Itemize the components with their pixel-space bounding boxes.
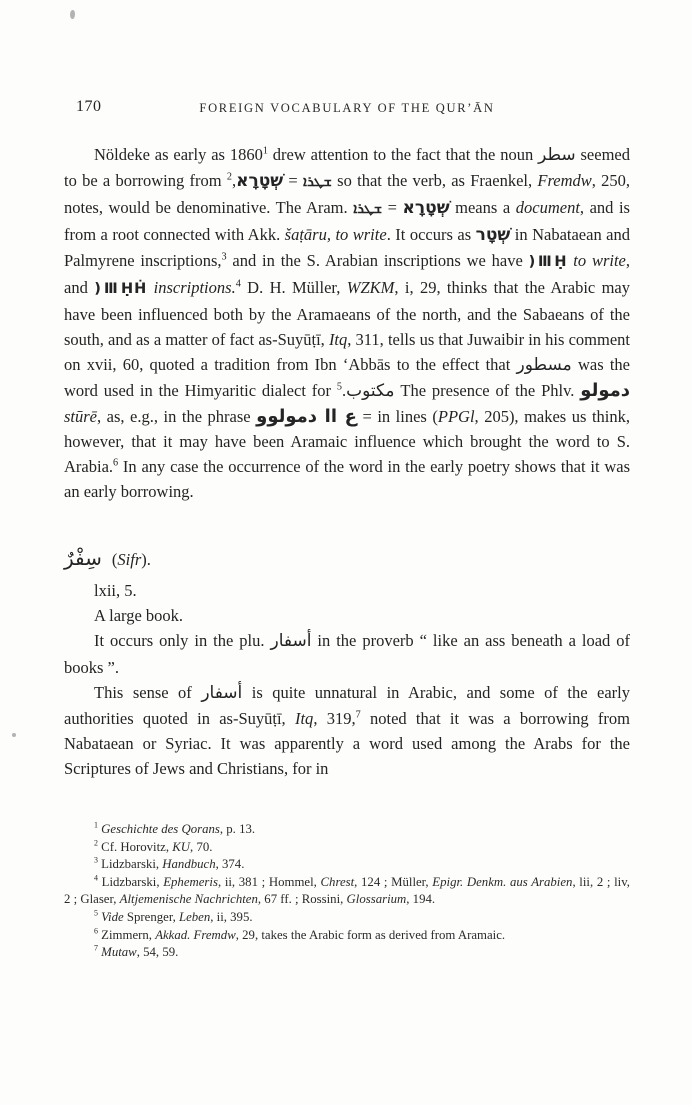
text-segment: ع اا دمولوو bbox=[256, 406, 357, 427]
text-segment: ܫܛܪܐ bbox=[353, 201, 383, 217]
text-segment: It occurs only in the plu. bbox=[94, 631, 271, 650]
text-segment: Sprenger, bbox=[123, 909, 179, 924]
text-segment: was the word used in the Himyaritic dialect for bbox=[64, 355, 630, 400]
text-segment: سطر bbox=[538, 145, 576, 165]
text-segment: Sifr bbox=[117, 550, 142, 569]
text-segment: and in the S. Arabian inscriptions we have bbox=[226, 251, 529, 270]
text-segment: , 374. bbox=[215, 857, 245, 872]
scan-speck-top bbox=[69, 10, 75, 20]
sifr-quran-reference: lxii, 5. bbox=[94, 581, 137, 600]
text-segment: Ephemeris bbox=[163, 874, 218, 889]
text-segment: , and bbox=[64, 251, 630, 297]
text-segment: أسفار bbox=[201, 683, 243, 703]
text-segment: . bbox=[341, 381, 347, 400]
text-segment: 5 bbox=[94, 908, 98, 918]
footnote-7 bbox=[64, 944, 630, 962]
text-segment: שְׁטָרָא bbox=[236, 171, 284, 191]
satr-paragraph bbox=[64, 142, 630, 504]
footnote-5 bbox=[64, 909, 630, 927]
text-segment: Itq bbox=[294, 709, 314, 728]
text-segment: Cf. Horovitz, bbox=[97, 839, 173, 854]
text-segment: , 124 ; Müller, bbox=[354, 874, 433, 889]
text-segment: seemed to be a borrowing from bbox=[64, 145, 630, 190]
text-segment: , 205), makes us think, however, that it may have been Aramaic influence which brought the word to S. Arabia. bbox=[64, 407, 630, 476]
sifr-transliteration bbox=[112, 550, 151, 569]
text-segment: = bbox=[382, 198, 403, 217]
footnote-4 bbox=[64, 874, 630, 909]
text-segment: PPGl bbox=[437, 407, 475, 426]
text-segment: 4 bbox=[235, 278, 241, 290]
text-segment: = in lines ( bbox=[356, 407, 438, 426]
text-segment: ܫܛܪܐ bbox=[303, 174, 332, 190]
text-segment: Vide bbox=[101, 909, 124, 924]
running-head bbox=[64, 98, 630, 118]
text-segment: )ⅢḤ bbox=[528, 254, 568, 270]
text-segment: 1 bbox=[94, 820, 98, 830]
text-segment: . It occurs as bbox=[386, 225, 476, 244]
text-segment: 7 bbox=[355, 709, 361, 721]
text-segment: ). bbox=[141, 550, 151, 569]
footnote-6 bbox=[64, 927, 630, 945]
text-segment: , 29, takes the Arabic form as derived from Aramaic. bbox=[235, 927, 506, 942]
sifr-entry-heading bbox=[64, 546, 630, 570]
sifr-gloss: A large book. bbox=[94, 606, 184, 625]
footnote-3 bbox=[64, 856, 630, 874]
text-segment: Leben bbox=[178, 909, 211, 924]
asfar-paragraph bbox=[64, 680, 630, 781]
text-segment: is quite unnatural in Arabic, and some of the early authorities quoted in as-Suyūṭī, bbox=[64, 683, 630, 728]
text-segment: , 319, bbox=[313, 709, 356, 728]
text-segment: in the proverb “ like an ass beneath a load of books ”. bbox=[64, 631, 630, 677]
sifr-occurrence-paragraph bbox=[64, 628, 630, 680]
text-segment: , and is from a root connected with Akk. bbox=[64, 198, 630, 244]
text-segment: šaṭāru, to write bbox=[284, 225, 387, 244]
text-segment: WZKM bbox=[346, 278, 395, 297]
text-segment: Glossarium bbox=[346, 892, 407, 907]
text-segment: ( bbox=[111, 550, 118, 569]
text-segment: so that the verb, as Fraenkel, bbox=[331, 171, 538, 190]
text-segment: Geschichte des Qorans bbox=[101, 822, 220, 836]
text-segment: )ⅢḤḢ bbox=[94, 281, 148, 297]
text-segment: Lidzbarski, bbox=[97, 874, 164, 889]
text-segment: 1 bbox=[262, 145, 268, 157]
text-segment: مسطور bbox=[516, 355, 572, 375]
footnotes-block bbox=[64, 821, 630, 962]
text-segment: In any case the occurrence of the word in the early poetry shows that it was an early borrowing. bbox=[64, 457, 630, 501]
text-segment: Lidzbarski, bbox=[97, 857, 163, 872]
running-title: FOREIGN VOCABULARY OF THE QURʼĀN bbox=[199, 101, 495, 115]
text-segment: , ii, 381 ; Hommel, bbox=[217, 874, 321, 889]
text-segment: , as, e.g., in the phrase bbox=[97, 407, 257, 426]
text-segment: שְׁטָרָא bbox=[402, 198, 450, 218]
text-segment: , 311, tells us that Juwaibir in his comment on xvii, 60, quoted a tradition from Ibn ʻAbbās to the effect that bbox=[64, 330, 630, 374]
text-segment: , i, 29, thinks that the Arabic may have been influenced both by the Aramaeans of the north, and the Sabaeans of the south, and as a matter of fact as-Suyūṭī, bbox=[64, 278, 631, 349]
text-segment: 6 bbox=[94, 926, 98, 936]
text-segment: 2 bbox=[226, 171, 232, 183]
text-segment: Mutaw bbox=[101, 945, 137, 960]
text-segment: 6 bbox=[113, 457, 119, 469]
text-segment: KU bbox=[172, 839, 191, 854]
page-number: 170 bbox=[76, 98, 102, 115]
text-segment: 3 bbox=[221, 251, 227, 263]
text-segment: = bbox=[283, 171, 304, 190]
text-segment: , lii, 2 ; liv, 2 ; Glaser, bbox=[64, 874, 630, 907]
text-segment: دمولو bbox=[580, 380, 630, 401]
text-segment: in Nabataean and Palmyrene inscriptions, bbox=[64, 225, 630, 270]
text-segment: Akkad. Fremdw bbox=[155, 927, 236, 942]
text-segment: , 70. bbox=[190, 839, 213, 854]
text-segment: 7 bbox=[94, 943, 98, 953]
text-segment: مكتوب bbox=[346, 381, 395, 401]
sifr-arabic-headword: سِفْرٌ bbox=[64, 546, 102, 570]
text-segment: D. H. Müller, bbox=[240, 278, 347, 297]
text-segment: Zimmern, bbox=[97, 927, 156, 942]
text-segment: drew attention to the fact that the noun bbox=[267, 145, 539, 164]
text-segment: , 54, 59. bbox=[136, 945, 179, 960]
text-segment: Itq bbox=[328, 330, 348, 349]
text-segment: , 194. bbox=[406, 892, 436, 907]
text-segment: Nöldeke as early as 1860 bbox=[94, 145, 263, 164]
footnote-1 bbox=[64, 821, 630, 839]
text-segment: 5 bbox=[336, 381, 342, 393]
text-segment: , 250, notes, would be denominative. The Aram. bbox=[64, 171, 631, 217]
text-segment: document bbox=[515, 198, 580, 217]
text-segment: , p. 13. bbox=[219, 822, 256, 836]
text-segment: inscriptions. bbox=[153, 278, 236, 297]
text-segment: Altjemenische Nachrichten bbox=[119, 892, 258, 907]
scan-speck-left-margin bbox=[12, 733, 16, 737]
text-segment: Fremdw bbox=[537, 171, 592, 190]
text-segment: noted that it was a borrowing from Nabataean or Syriac. It was apparently a word used among the Arabs for the Scriptures of Jews and Christians, for in bbox=[64, 709, 631, 778]
text-segment: Chrest bbox=[320, 874, 355, 889]
text-segment: stūrē bbox=[64, 407, 97, 426]
text-segment: أسفار bbox=[270, 631, 312, 651]
text-segment: , bbox=[231, 171, 237, 190]
text-segment: means a bbox=[449, 198, 516, 217]
text-segment: שְׁטָר bbox=[475, 225, 511, 245]
footnote-2 bbox=[64, 839, 630, 857]
text-segment: 2 bbox=[94, 838, 98, 848]
text-segment: 3 bbox=[94, 855, 98, 865]
text-segment: The presence of the Phlv. bbox=[394, 381, 581, 400]
text-segment: Handbuch bbox=[162, 857, 216, 872]
text-segment: , ii, 395. bbox=[210, 909, 253, 924]
text-segment: to write bbox=[573, 251, 626, 270]
text-segment: This sense of bbox=[94, 683, 202, 702]
text-segment: 4 bbox=[94, 873, 98, 883]
text-segment: , 67 ff. ; Rossini, bbox=[257, 892, 347, 907]
text-segment: Epigr. Denkm. aus Arabien bbox=[432, 874, 573, 889]
